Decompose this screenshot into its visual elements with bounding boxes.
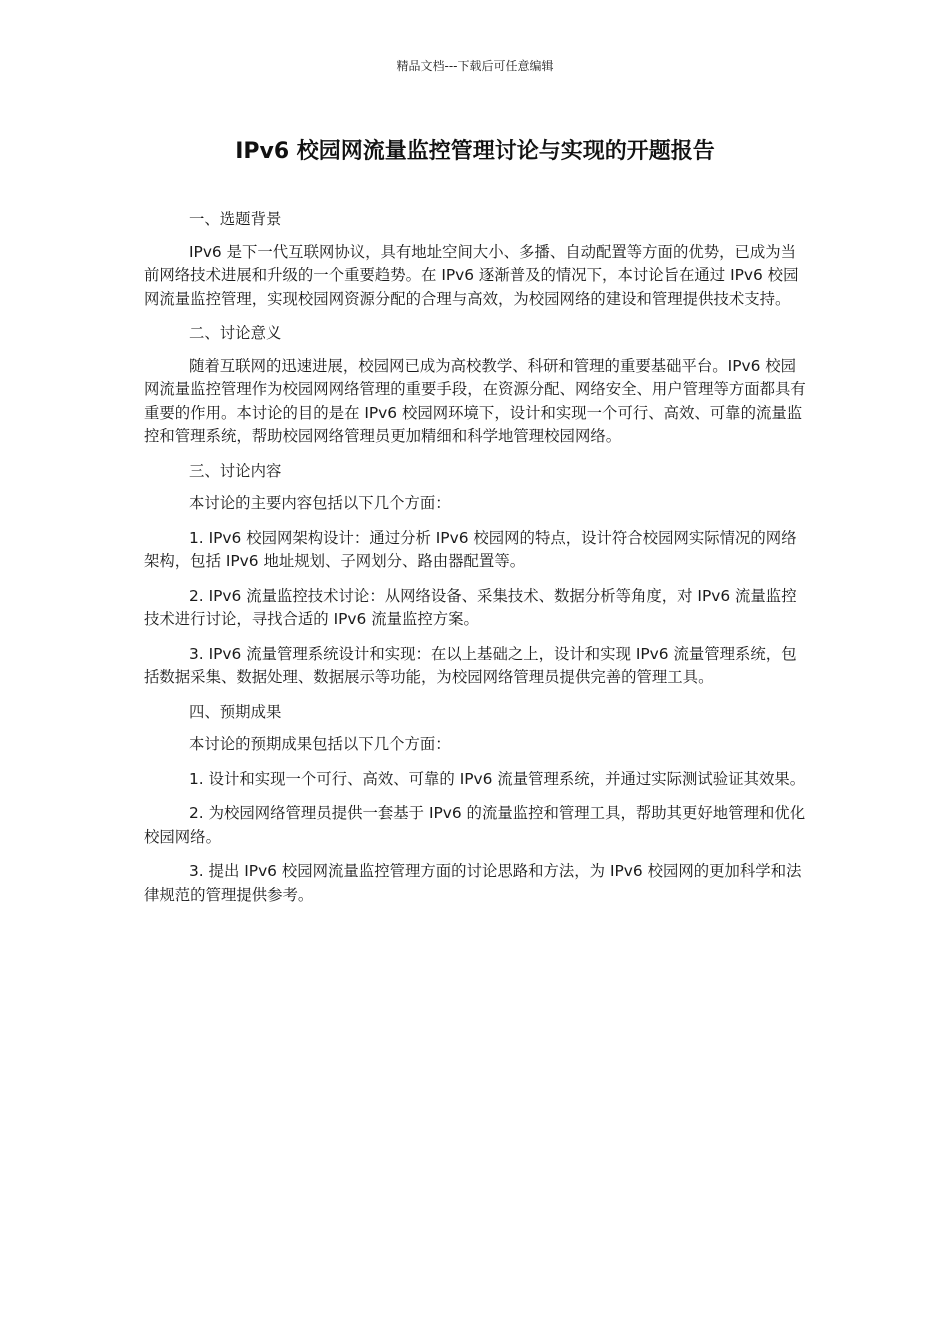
document-title: IPv6 校园网流量监控管理讨论与实现的开题报告 xyxy=(235,139,715,164)
list-item-outcome-1: 1. 设计和实现一个可行、高效、可靠的 IPv6 流量管理系统，并通过实际测试验证其效果。 xyxy=(189,769,806,788)
paragraph-content-intro: 本讨论的主要内容包括以下几个方面： xyxy=(189,494,451,512)
list-item-outcome-2: 2. 为校园网络管理员提供一套基于 IPv6 的流量监控和管理工具，帮助其更好地管理和优化校园网络。 xyxy=(144,804,806,846)
document-body xyxy=(144,208,806,918)
paragraph-significance: 随着互联网的迅速进展，校园网已成为高校教学、科研和管理的重要基础平台。IPv6 校园网流量监控管理作为校园网网络管理的重要手段，在资源分配、网络安全、用户管理等方面都具有重要的作用。本讨论的目的是在 IPv6 校园网环境下，设计和实现一个可行、高效、可靠的流量监控和管理系统，帮助校园网络管理员更加精细和科学地管理校园网络。 xyxy=(144,356,806,445)
list-item-content-2: 2. IPv6 流量监控技术讨论：从网络设备、采集技术、数据分析等角度，对 IPv6 流量监控技术进行讨论，寻找合适的 IPv6 流量监控方案。 xyxy=(144,586,797,628)
section-heading-background: 一、选题背景 xyxy=(189,210,282,228)
section-heading-outcomes: 四、预期成果 xyxy=(189,702,282,721)
list-item-content-1: 1. IPv6 校园网架构设计：通过分析 IPv6 校园网的特点，设计符合校园网实际情况的网络架构，包括 IPv6 地址规划、子网划分、路由器配置等。 xyxy=(144,528,797,570)
paragraph-outcomes-intro: 本讨论的预期成果包括以下几个方面： xyxy=(189,735,451,753)
section-heading-content: 三、讨论内容 xyxy=(189,461,282,480)
list-item-content-3: 3. IPv6 流量管理系统设计和实现：在以上基础之上，设计和实现 IPv6 流量管理系统，包括数据采集、数据处理、数据展示等功能，为校园网络管理员提供完善的管理工具。 xyxy=(144,644,797,686)
section-heading-significance: 二、讨论意义 xyxy=(189,324,282,342)
paragraph-background: IPv6 是下一代互联网协议，具有地址空间大小、多播、自动配置等方面的优势，已成为当前网络技术进展和升级的一个重要趋势。在 IPv6 逐渐普及的情况下，本讨论旨在通过 IPv6 校园网流量监控管理，实现校园网资源分配的合理与高效，为校园网络的建设和管理提供技术支持。 xyxy=(144,242,799,308)
list-item-outcome-3: 3. 提出 IPv6 校园网流量监控管理方面的讨论思路和方法，为 IPv6 校园网的更加科学和法律规范的管理提供参考。 xyxy=(144,862,802,904)
header-note: 精品文档---下载后可任意编辑 xyxy=(396,59,554,73)
